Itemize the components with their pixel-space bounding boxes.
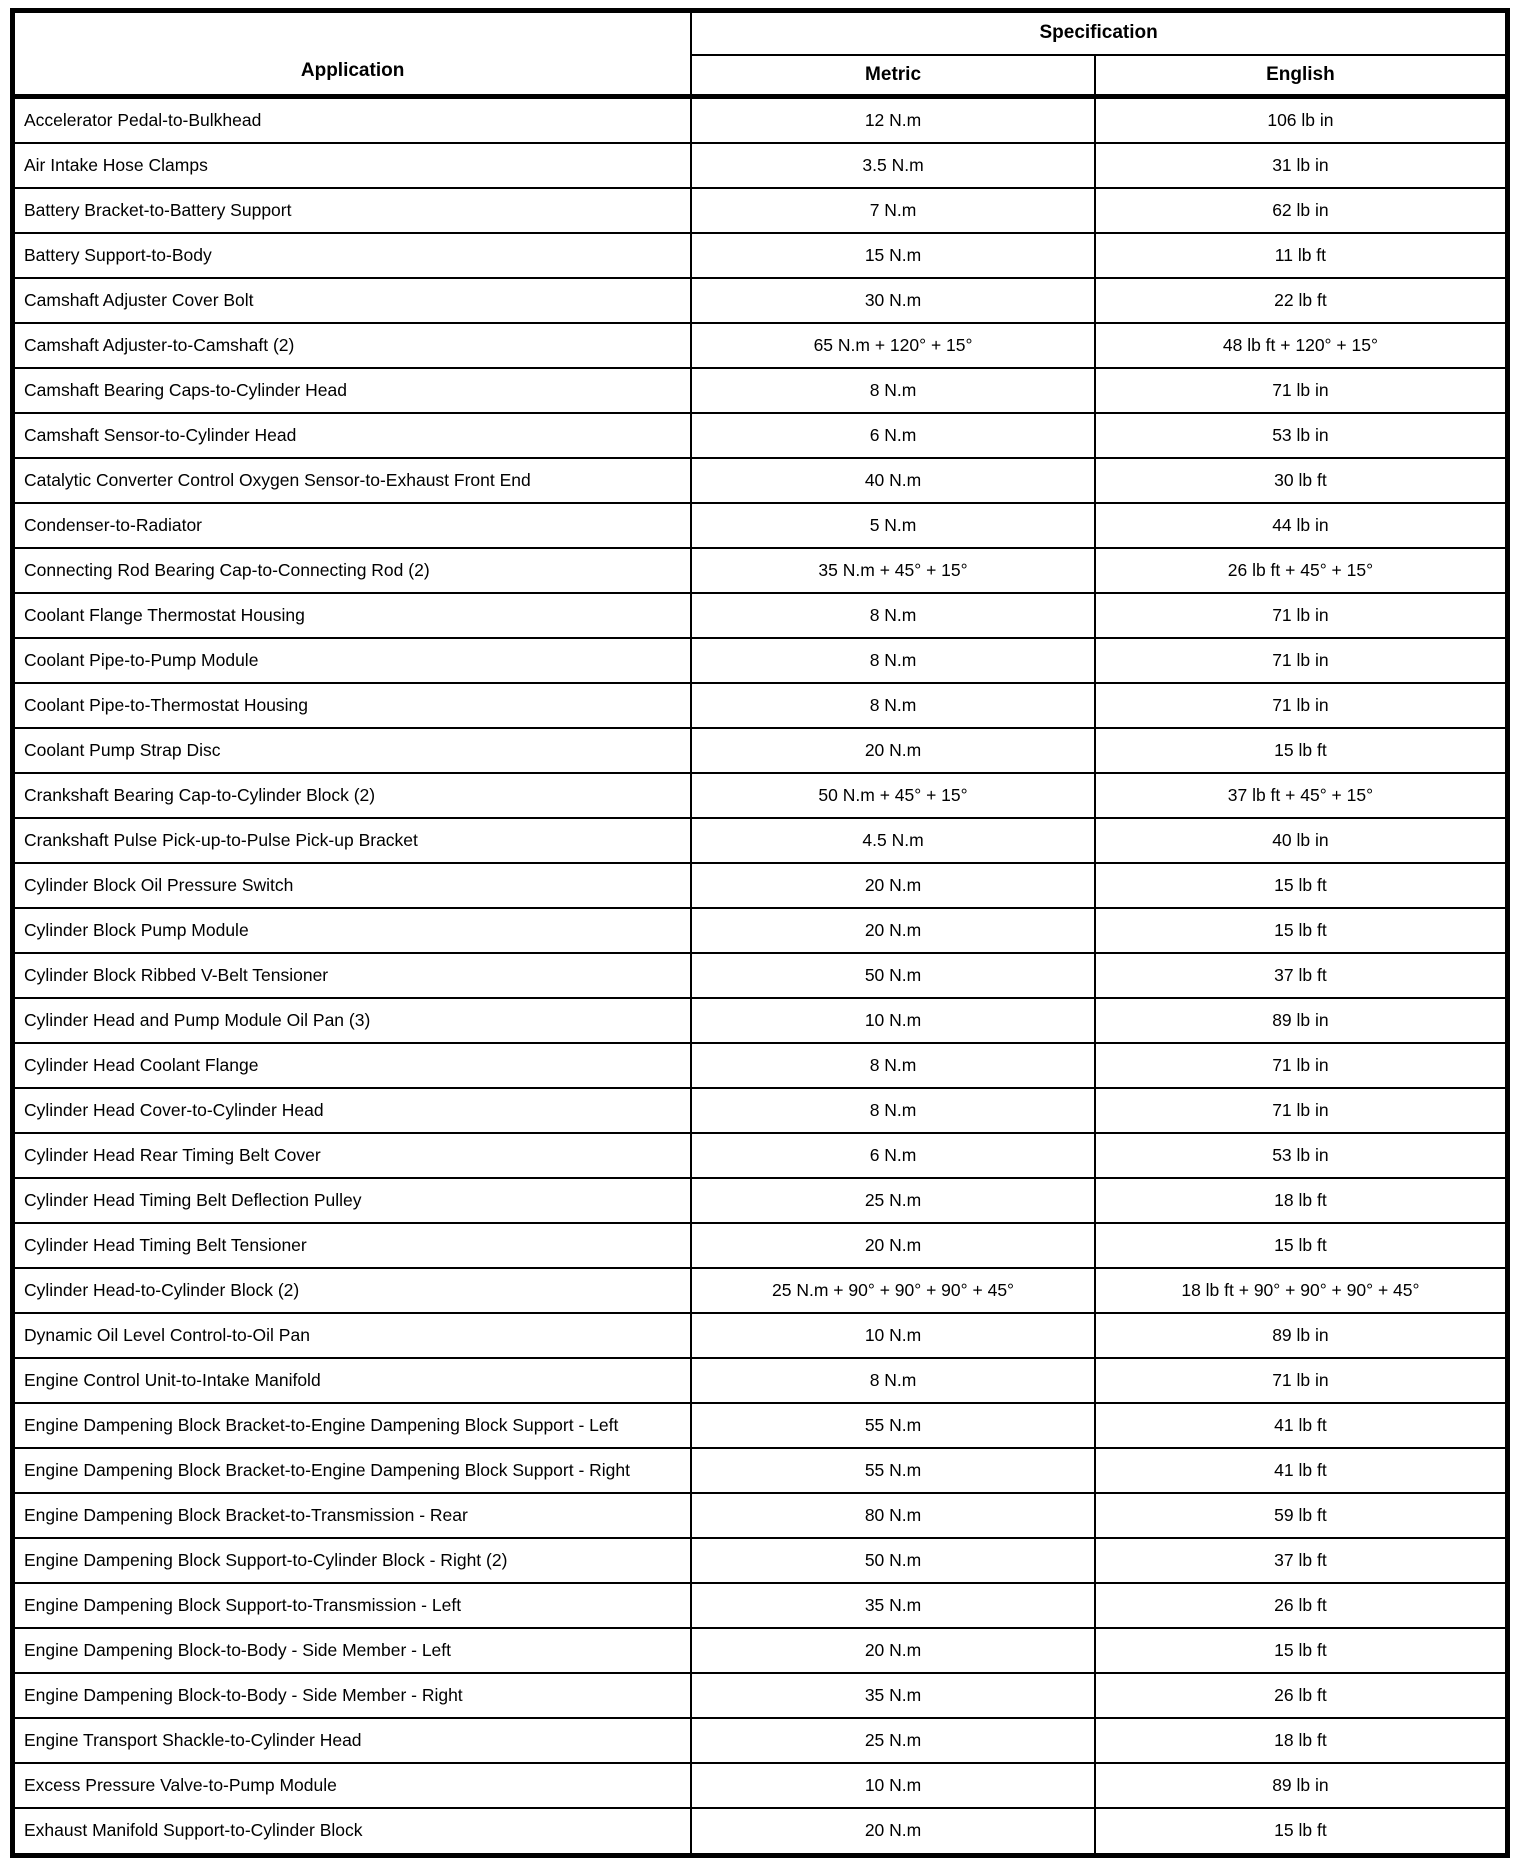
table-row (13, 1583, 1508, 1628)
application-cell: Excess Pressure Valve-to-Pump Module (13, 1763, 692, 1808)
metric-value-cell: 8 N.m (691, 683, 1095, 728)
english-value-cell: 44 lb in (1095, 503, 1508, 548)
english-value-cell: 71 lb in (1095, 593, 1508, 638)
application-cell: Camshaft Sensor-to-Cylinder Head (13, 413, 692, 458)
metric-value-cell: 35 N.m + 45° + 15° (691, 548, 1095, 593)
metric-value-cell: 6 N.m (691, 413, 1095, 458)
table-row (13, 908, 1508, 953)
english-value-cell: 18 lb ft (1095, 1718, 1508, 1763)
table-row (13, 1268, 1508, 1313)
application-cell: Air Intake Hose Clamps (13, 143, 692, 188)
table-row (13, 368, 1508, 413)
metric-value-cell: 8 N.m (691, 1358, 1095, 1403)
table-row (13, 278, 1508, 323)
table-row (13, 1808, 1508, 1855)
table-row (13, 998, 1508, 1043)
english-value-cell: 30 lb ft (1095, 458, 1508, 503)
application-cell: Engine Transport Shackle-to-Cylinder Head (13, 1718, 692, 1763)
metric-value-cell: 40 N.m (691, 458, 1095, 503)
application-cell: Condenser-to-Radiator (13, 503, 692, 548)
table-row (13, 1538, 1508, 1583)
table-row (13, 413, 1508, 458)
english-value-cell: 26 lb ft (1095, 1673, 1508, 1718)
table-row (13, 1763, 1508, 1808)
metric-value-cell: 20 N.m (691, 863, 1095, 908)
metric-value-cell: 35 N.m (691, 1583, 1095, 1628)
metric-value-cell: 80 N.m (691, 1493, 1095, 1538)
application-cell: Cylinder Head and Pump Module Oil Pan (3) (13, 998, 692, 1043)
english-value-cell: 71 lb in (1095, 1088, 1508, 1133)
metric-value-cell: 50 N.m (691, 1538, 1095, 1583)
english-value-cell: 11 lb ft (1095, 233, 1508, 278)
metric-value-cell: 20 N.m (691, 1223, 1095, 1268)
application-cell: Engine Dampening Block Bracket-to-Engine Dampening Block Support - Left (13, 1403, 692, 1448)
english-value-cell: 41 lb ft (1095, 1403, 1508, 1448)
metric-value-cell: 20 N.m (691, 908, 1095, 953)
english-value-cell: 89 lb in (1095, 1763, 1508, 1808)
table-row (13, 593, 1508, 638)
english-value-cell: 53 lb in (1095, 1133, 1508, 1178)
metric-value-cell: 3.5 N.m (691, 143, 1095, 188)
table-row (13, 1403, 1508, 1448)
metric-value-cell: 55 N.m (691, 1448, 1095, 1493)
metric-column-header: Metric (691, 55, 1095, 97)
table-row (13, 143, 1508, 188)
torque-specification-table (10, 8, 1510, 1858)
application-cell: Cylinder Head Timing Belt Deflection Pulley (13, 1178, 692, 1223)
application-cell: Engine Dampening Block Support-to-Transmission - Left (13, 1583, 692, 1628)
metric-value-cell: 35 N.m (691, 1673, 1095, 1718)
table-row (13, 1043, 1508, 1088)
english-value-cell: 41 lb ft (1095, 1448, 1508, 1493)
table-row (13, 1448, 1508, 1493)
application-cell: Camshaft Adjuster-to-Camshaft (2) (13, 323, 692, 368)
metric-value-cell: 8 N.m (691, 638, 1095, 683)
metric-value-cell: 20 N.m (691, 1628, 1095, 1673)
metric-value-cell: 8 N.m (691, 1043, 1095, 1088)
metric-value-cell: 20 N.m (691, 728, 1095, 773)
table-row (13, 1133, 1508, 1178)
table-row (13, 503, 1508, 548)
application-cell: Camshaft Adjuster Cover Bolt (13, 278, 692, 323)
english-value-cell: 15 lb ft (1095, 728, 1508, 773)
metric-value-cell: 8 N.m (691, 593, 1095, 638)
application-cell: Coolant Pipe-to-Pump Module (13, 638, 692, 683)
application-cell: Engine Dampening Block-to-Body - Side Member - Left (13, 1628, 692, 1673)
english-value-cell: 18 lb ft (1095, 1178, 1508, 1223)
english-value-cell: 71 lb in (1095, 1358, 1508, 1403)
metric-value-cell: 25 N.m (691, 1718, 1095, 1763)
metric-value-cell: 10 N.m (691, 998, 1095, 1043)
application-cell: Exhaust Manifold Support-to-Cylinder Block (13, 1808, 692, 1855)
table-row (13, 863, 1508, 908)
application-cell: Battery Support-to-Body (13, 233, 692, 278)
table-body (13, 97, 1508, 1856)
application-cell: Crankshaft Bearing Cap-to-Cylinder Block (2) (13, 773, 692, 818)
table-row (13, 1178, 1508, 1223)
table-header (13, 11, 1508, 97)
table-row (13, 188, 1508, 233)
english-value-cell: 26 lb ft + 45° + 15° (1095, 548, 1508, 593)
english-value-cell: 71 lb in (1095, 368, 1508, 413)
metric-value-cell: 25 N.m + 90° + 90° + 90° + 45° (691, 1268, 1095, 1313)
metric-value-cell: 25 N.m (691, 1178, 1095, 1223)
english-value-cell: 18 lb ft + 90° + 90° + 90° + 45° (1095, 1268, 1508, 1313)
english-value-cell: 106 lb in (1095, 97, 1508, 144)
table-row (13, 548, 1508, 593)
application-cell: Battery Bracket-to-Battery Support (13, 188, 692, 233)
table-row (13, 1313, 1508, 1358)
english-value-cell: 15 lb ft (1095, 1628, 1508, 1673)
table-row (13, 1718, 1508, 1763)
table-row (13, 773, 1508, 818)
table-row (13, 953, 1508, 998)
metric-value-cell: 5 N.m (691, 503, 1095, 548)
table-row (13, 1673, 1508, 1718)
application-cell: Dynamic Oil Level Control-to-Oil Pan (13, 1313, 692, 1358)
metric-value-cell: 15 N.m (691, 233, 1095, 278)
metric-value-cell: 12 N.m (691, 97, 1095, 144)
application-cell: Coolant Flange Thermostat Housing (13, 593, 692, 638)
table-row (13, 818, 1508, 863)
application-cell: Engine Dampening Block-to-Body - Side Member - Right (13, 1673, 692, 1718)
english-value-cell: 89 lb in (1095, 998, 1508, 1043)
application-cell: Coolant Pump Strap Disc (13, 728, 692, 773)
application-cell: Cylinder Head Cover-to-Cylinder Head (13, 1088, 692, 1133)
table-row (13, 638, 1508, 683)
english-value-cell: 71 lb in (1095, 683, 1508, 728)
table-row (13, 233, 1508, 278)
table-row (13, 97, 1508, 144)
table-row (13, 323, 1508, 368)
application-cell: Crankshaft Pulse Pick-up-to-Pulse Pick-up Bracket (13, 818, 692, 863)
metric-value-cell: 10 N.m (691, 1313, 1095, 1358)
table-row (13, 683, 1508, 728)
application-cell: Cylinder Head-to-Cylinder Block (2) (13, 1268, 692, 1313)
table-row (13, 458, 1508, 503)
english-value-cell: 15 lb ft (1095, 1223, 1508, 1268)
application-cell: Engine Dampening Block Bracket-to-Transmission - Rear (13, 1493, 692, 1538)
english-value-cell: 22 lb ft (1095, 278, 1508, 323)
english-value-cell: 71 lb in (1095, 1043, 1508, 1088)
english-value-cell: 48 lb ft + 120° + 15° (1095, 323, 1508, 368)
english-value-cell: 37 lb ft (1095, 953, 1508, 998)
application-cell: Cylinder Head Coolant Flange (13, 1043, 692, 1088)
english-value-cell: 59 lb ft (1095, 1493, 1508, 1538)
english-value-cell: 37 lb ft + 45° + 15° (1095, 773, 1508, 818)
application-column-header: Application (13, 11, 692, 97)
application-cell: Camshaft Bearing Caps-to-Cylinder Head (13, 368, 692, 413)
application-cell: Connecting Rod Bearing Cap-to-Connecting Rod (2) (13, 548, 692, 593)
metric-value-cell: 65 N.m + 120° + 15° (691, 323, 1095, 368)
table-row (13, 1358, 1508, 1403)
english-value-cell: 31 lb in (1095, 143, 1508, 188)
english-value-cell: 15 lb ft (1095, 1808, 1508, 1855)
table-row (13, 1493, 1508, 1538)
table-row (13, 1223, 1508, 1268)
metric-value-cell: 55 N.m (691, 1403, 1095, 1448)
metric-value-cell: 30 N.m (691, 278, 1095, 323)
metric-value-cell: 50 N.m + 45° + 15° (691, 773, 1095, 818)
application-cell: Engine Control Unit-to-Intake Manifold (13, 1358, 692, 1403)
application-cell: Engine Dampening Block Support-to-Cylinder Block - Right (2) (13, 1538, 692, 1583)
application-cell: Cylinder Head Rear Timing Belt Cover (13, 1133, 692, 1178)
english-value-cell: 53 lb in (1095, 413, 1508, 458)
application-cell: Engine Dampening Block Bracket-to-Engine Dampening Block Support - Right (13, 1448, 692, 1493)
table-row (13, 1628, 1508, 1673)
metric-value-cell: 4.5 N.m (691, 818, 1095, 863)
application-cell: Accelerator Pedal-to-Bulkhead (13, 97, 692, 144)
metric-value-cell: 8 N.m (691, 1088, 1095, 1133)
application-cell: Cylinder Head Timing Belt Tensioner (13, 1223, 692, 1268)
english-value-cell: 37 lb ft (1095, 1538, 1508, 1583)
table-row (13, 1088, 1508, 1133)
specification-column-group-header: Specification (691, 11, 1507, 55)
metric-value-cell: 6 N.m (691, 1133, 1095, 1178)
english-value-cell: 15 lb ft (1095, 863, 1508, 908)
table-row (13, 728, 1508, 773)
metric-value-cell: 7 N.m (691, 188, 1095, 233)
application-cell: Catalytic Converter Control Oxygen Sensor-to-Exhaust Front End (13, 458, 692, 503)
english-value-cell: 89 lb in (1095, 1313, 1508, 1358)
metric-value-cell: 8 N.m (691, 368, 1095, 413)
metric-value-cell: 10 N.m (691, 1763, 1095, 1808)
application-cell: Coolant Pipe-to-Thermostat Housing (13, 683, 692, 728)
application-cell: Cylinder Block Ribbed V-Belt Tensioner (13, 953, 692, 998)
metric-value-cell: 20 N.m (691, 1808, 1095, 1855)
application-cell: Cylinder Block Oil Pressure Switch (13, 863, 692, 908)
metric-value-cell: 50 N.m (691, 953, 1095, 998)
application-cell: Cylinder Block Pump Module (13, 908, 692, 953)
english-column-header: English (1095, 55, 1508, 97)
header-row-specification (13, 11, 1508, 55)
english-value-cell: 15 lb ft (1095, 908, 1508, 953)
english-value-cell: 26 lb ft (1095, 1583, 1508, 1628)
english-value-cell: 71 lb in (1095, 638, 1508, 683)
english-value-cell: 62 lb in (1095, 188, 1508, 233)
english-value-cell: 40 lb in (1095, 818, 1508, 863)
